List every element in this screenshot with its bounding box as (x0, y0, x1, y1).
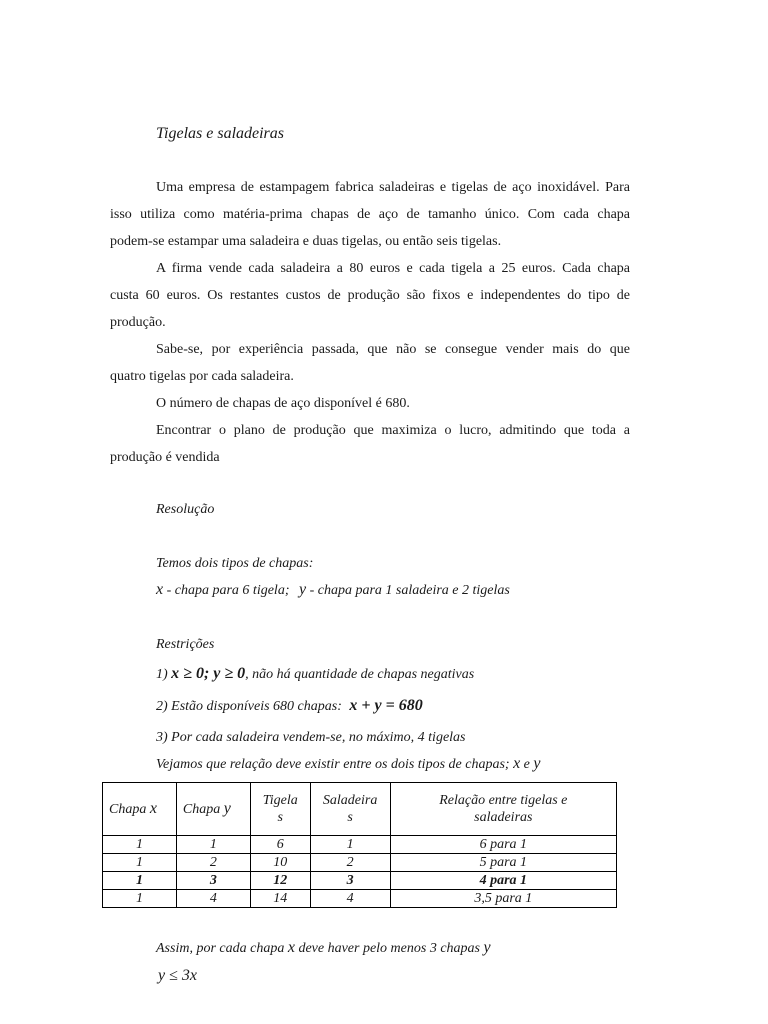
cell-chapa-y: 2 (176, 854, 250, 872)
restriction-1-text: , não há quantidade de chapas negativas (245, 667, 475, 682)
table-row-highlighted (103, 872, 617, 890)
cell-tigelas: 10 (250, 854, 310, 872)
relation-var-x: x (513, 755, 521, 772)
final-formula: y ≤ 3x (158, 967, 197, 984)
restriction-2-text: 2) Estão disponíveis 680 chapas: (156, 699, 342, 714)
header-relation: Relação entre tigelas e saladeiras (390, 783, 616, 836)
paragraph-1-line-3: podem-se estampar uma saladeira e duas tigelas, ou então seis tigelas. (110, 234, 502, 249)
relation-var-y: y (533, 755, 541, 772)
paragraph-3-line-2: quatro tigelas por cada saladeira. (110, 369, 294, 384)
restriction-2 (156, 696, 423, 717)
header-chapa-y: Chapa y (176, 783, 250, 836)
cell-saladeiras: 3 (310, 872, 390, 890)
cell-saladeiras: 1 (310, 836, 390, 854)
restriction-1-number: 1) (156, 667, 168, 682)
table-row (103, 854, 617, 872)
table-header-row (103, 783, 617, 836)
conclusion-line (156, 938, 491, 959)
chapa-y-description: - chapa para 1 saladeira e 2 tigelas (309, 583, 510, 598)
cell-saladeiras: 4 (310, 890, 390, 908)
restriction-2-formula: x + y = 680 (349, 697, 423, 714)
document-title: Tigelas e saladeiras (156, 125, 285, 142)
paragraph-5-line-2: produção é vendida (110, 450, 220, 465)
table-row (103, 836, 617, 854)
paragraph-2-line-1: A firma vende cada saladeira a 80 euros e cada tigela a 25 euros. Cada chapa (156, 261, 630, 276)
cell-chapa-x: 1 (103, 872, 177, 890)
restriction-1-formula: x ≥ 0; y ≥ 0 (171, 665, 246, 682)
cell-chapa-y: 4 (176, 890, 250, 908)
cell-relation: 6 para 1 (390, 836, 616, 854)
conclusion-var-y: y (483, 939, 491, 956)
relation-and: e (523, 757, 530, 772)
cell-chapa-x: 1 (103, 854, 177, 872)
chapa-types-line (156, 580, 510, 601)
relation-line (156, 754, 541, 775)
cell-chapa-x: 1 (103, 890, 177, 908)
paragraph-1-line-1: Uma empresa de estampagem fabrica saladeiras e tigelas de aço inoxidável. Para (156, 180, 630, 195)
restriction-1 (156, 664, 474, 685)
restriction-3: 3) Por cada saladeira vendem-se, no máximo, 4 tigelas (156, 730, 466, 745)
restrictions-heading: Restrições (156, 637, 215, 652)
cell-relation: 5 para 1 (390, 854, 616, 872)
paragraph-2-line-3: produção. (110, 315, 166, 330)
paragraph-4: O número de chapas de aço disponível é 680. (156, 396, 410, 411)
cell-tigelas: 14 (250, 890, 310, 908)
cell-chapa-y: 3 (176, 872, 250, 890)
relation-text: Vejamos que relação deve existir entre os dois tipos de chapas; (156, 757, 510, 772)
header-saladeiras: Saladeira s (310, 783, 390, 836)
cell-relation: 4 para 1 (390, 872, 616, 890)
header-tigelas: Tigela s (250, 783, 310, 836)
conclusion-text-2: deve haver pelo menos 3 chapas (298, 941, 480, 956)
paragraph-2-line-2: custa 60 euros. Os restantes custos de produção são fixos e independentes do tipo de (110, 288, 630, 303)
resolution-heading: Resolução (156, 502, 215, 517)
cell-tigelas: 12 (250, 872, 310, 890)
var-x: x (156, 581, 164, 598)
header-chapa-x: Chapa x (103, 783, 177, 836)
chapas-intro: Temos dois tipos de chapas: (156, 556, 314, 571)
cell-relation: 3,5 para 1 (390, 890, 616, 908)
chapa-x-description: - chapa para 6 tigela; (166, 583, 290, 598)
conclusion-text-1: Assim, por cada chapa (156, 941, 285, 956)
cell-tigelas: 6 (250, 836, 310, 854)
cell-saladeiras: 2 (310, 854, 390, 872)
conclusion-var-x: x (287, 939, 295, 956)
paragraph-5-line-1: Encontrar o plano de produção que maximiza o lucro, admitindo que toda a (156, 423, 630, 438)
relation-table (102, 782, 617, 908)
final-inequality (158, 966, 197, 987)
table-row (103, 890, 617, 908)
var-y: y (298, 581, 307, 598)
paragraph-3-line-1: Sabe-se, por experiência passada, que não se consegue vender mais do que (156, 342, 630, 357)
cell-chapa-x: 1 (103, 836, 177, 854)
cell-chapa-y: 1 (176, 836, 250, 854)
paragraph-1-line-2: isso utiliza como matéria-prima chapas de aço de tamanho único. Com cada chapa (110, 207, 630, 222)
